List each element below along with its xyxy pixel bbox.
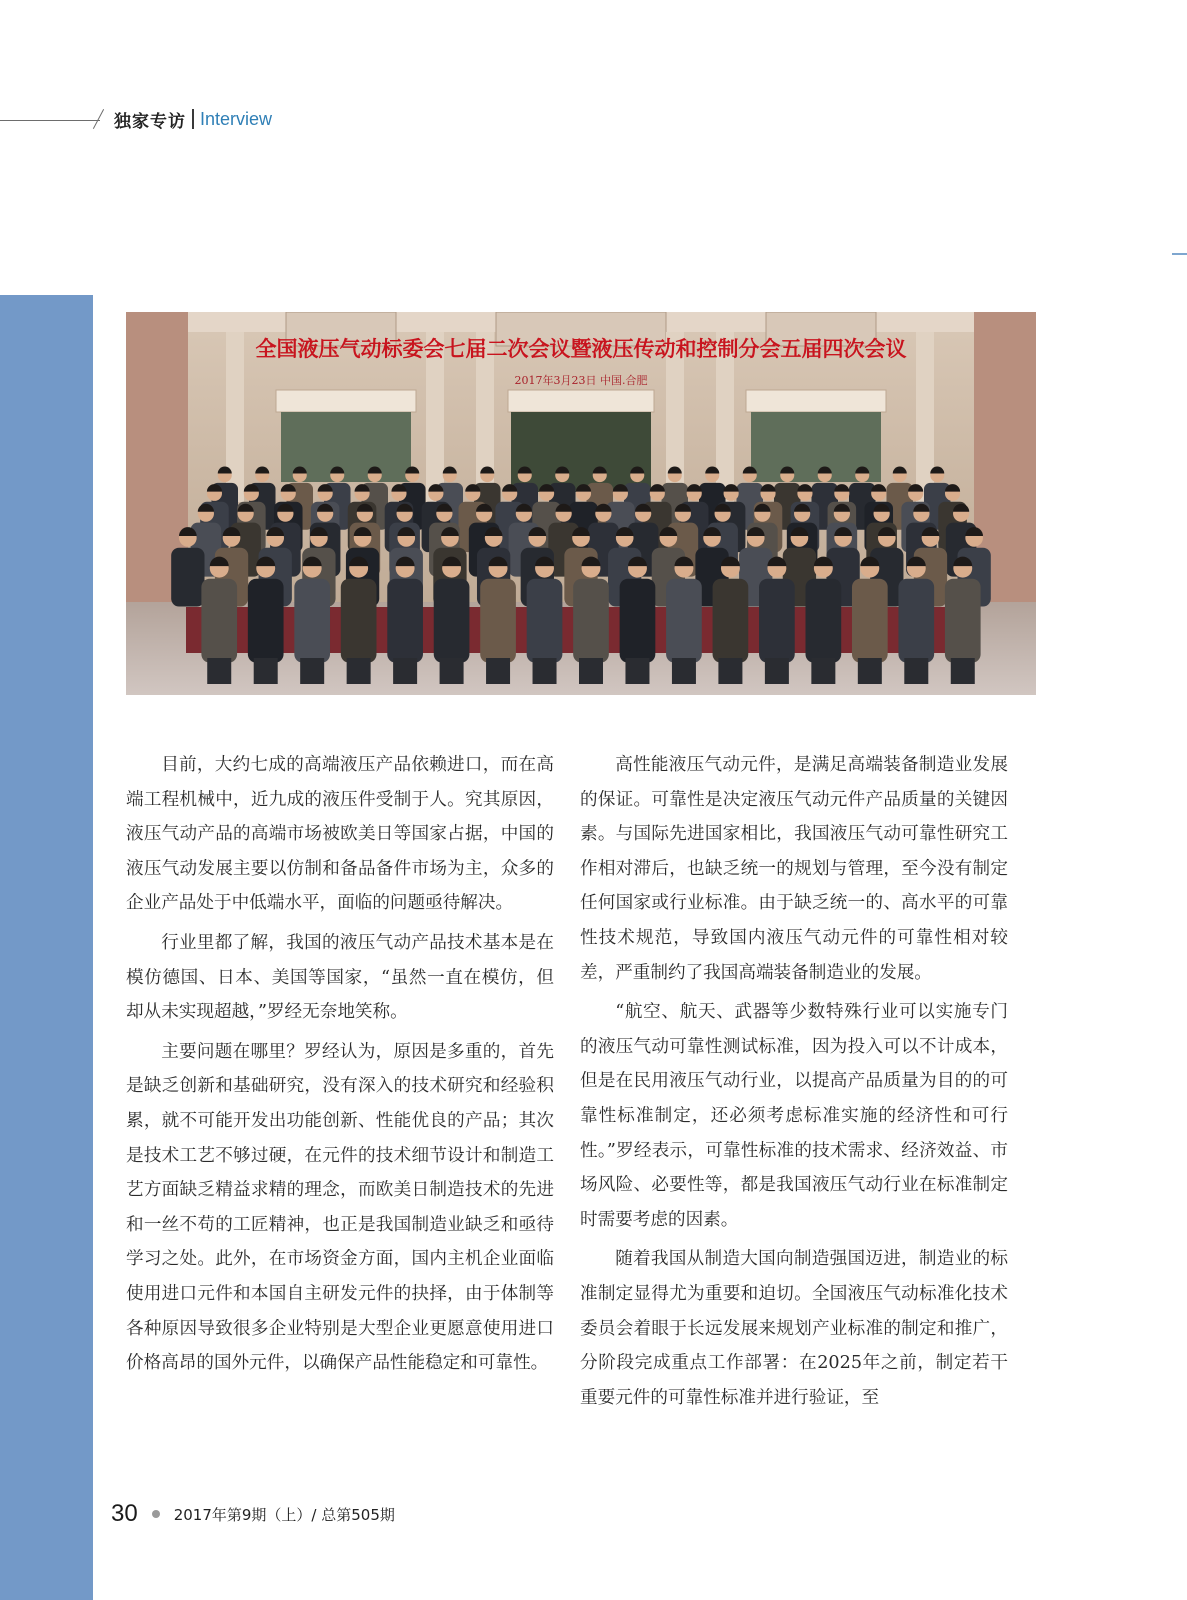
section-title-en: Interview xyxy=(200,108,273,129)
article-column-right xyxy=(580,748,1008,1420)
page-footer xyxy=(111,1498,395,1530)
page-number: 30 xyxy=(111,1500,138,1527)
group-photo-illustration xyxy=(126,312,1036,695)
header-slash xyxy=(93,109,104,129)
bullet-icon xyxy=(152,1510,160,1518)
issue-info: 2017年第9期（上）/ 总第505期 xyxy=(173,1505,395,1524)
paragraph: 目前，大约七成的高端液压产品依赖进口，而在高端工程机械中，近九成的液压件受制于人。究其原因，液压气动产品的高端市场被欧美日等国家占据，中国的液压气动发展主要以仿制和备品备件市场为主，众多的企业产品处于中低端水平，面临的问题亟待解决。 xyxy=(126,755,554,914)
section-divider xyxy=(192,109,194,129)
banner-title: 全国液压气动标委会七届二次会议暨液压传动和控制分会五届四次会议 xyxy=(255,336,907,361)
margin-tick xyxy=(1172,253,1187,255)
paragraph: 主要问题在哪里？罗经认为，原因是多重的，首先是缺乏创新和基础研究，没有深入的技术研究和经验积累，就不可能开发出功能创新、性能优良的产品；其次是技术工艺不够过硬，在元件的技术细节设计和制造工艺方面缺乏精益求精的理念，而欧美日制造技术的先进和一丝不苟的工匠精神，也正是我国制造业缺乏和亟待学习之处。此外，在市场资金方面，国内主机企业面临使用进口元件和本国自主研发元件的抉择，由于体制等各种原因导致很多企业特别是大型企业更愿意使用进口价格高昂的国外元件，以确保产品性能稳定和可靠性。 xyxy=(126,1041,554,1374)
section-title-cn: 独家专访 xyxy=(114,111,186,132)
paragraph: 随着我国从制造大国向制造强国迈进，制造业的标准制定显得尤为重要和迫切。全国液压气动标准化技术委员会着眼于长远发展来规划产业标准的制定和推广，分阶段完成重点工作部署：在2025年之前，制定若干重要元件的可靠性标准并进行验证，至 xyxy=(580,1249,1008,1408)
section-header xyxy=(114,106,272,132)
banner-date: 2017年3月23日 中国.合肥 xyxy=(514,374,648,387)
paragraph: 行业里都了解，我国的液压气动产品技术基本是在模仿德国、日本、美国等国家，“虽然一直在模仿，但却从未实现超越，”罗经无奈地笑称。 xyxy=(126,932,554,1023)
group-photo xyxy=(126,312,1036,695)
article-column-left xyxy=(126,748,554,1386)
header-rule xyxy=(0,120,100,121)
paragraph: 高性能液压气动元件，是满足高端装备制造业发展的保证。可靠性是决定液压气动元件产品质量的关键因素。与国际先进国家相比，我国液压气动可靠性研究工作相对滞后，也缺乏统一的规划与管理，至今没有制定任何国家或行业标准。由于缺乏统一的、高水平的可靠性技术规范，导致国内液压气动元件的可靠性相对较差，严重制约了我国高端装备制造业的发展。 xyxy=(580,755,1008,983)
paragraph: “航空、航天、武器等少数特殊行业可以实施专门的液压气动可靠性测试标准，因为投入可以不计成本，但是在民用液压气动行业，以提高产品质量为目的的可靠性标准制定，还必须考虑标准实施的经济性和可行性。”罗经表示，可靠性标准的技术需求、经济效益、市场风险、必要性等，都是我国液压气动行业在标准制定时需要考虑的因素。 xyxy=(580,1002,1008,1230)
side-color-band xyxy=(0,295,93,1600)
